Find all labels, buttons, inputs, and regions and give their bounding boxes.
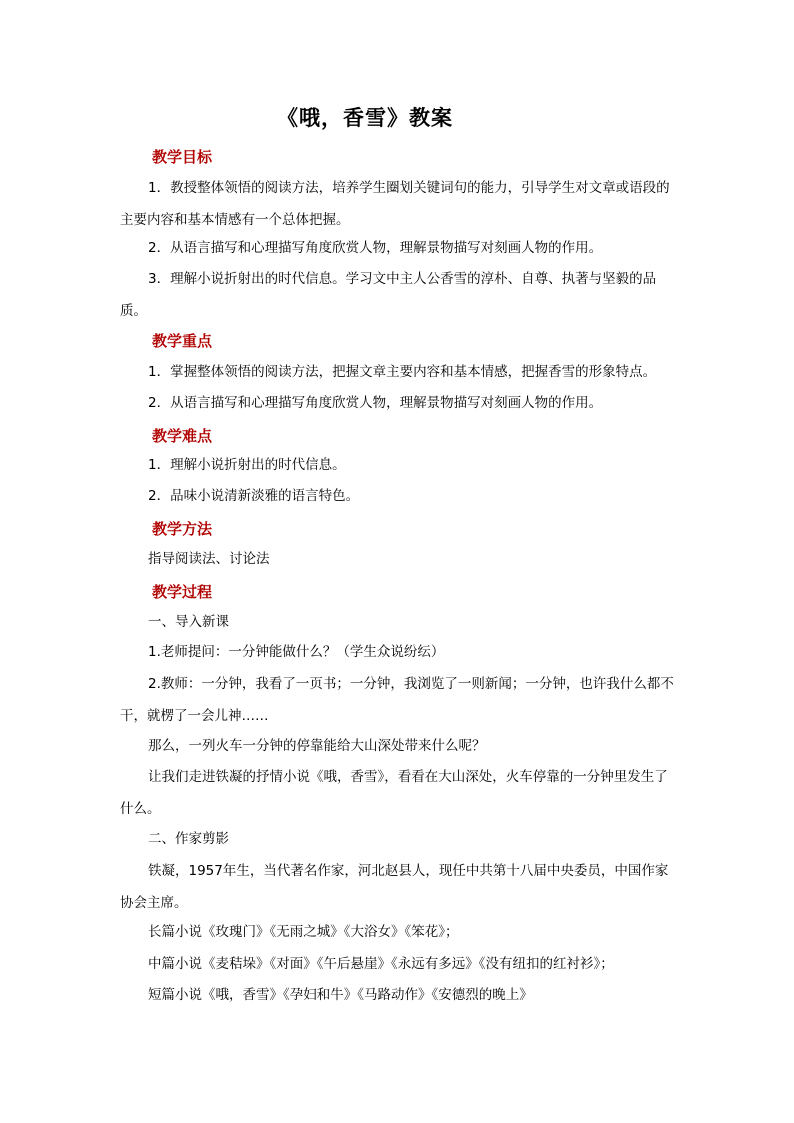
heading-goals: 教学目标: [152, 148, 213, 166]
heading-key-points: 教学重点: [152, 332, 213, 350]
process-part1-item-2: 2.教师：一分钟，我看了一页书；一分钟，我浏览了一则新闻；一分钟，也许我什么都不干，就楞了一会儿神……: [120, 676, 674, 724]
process-part2-item-3: 中篇小说《麦秸垛》《对面》《午后悬崖》《永远有多远》《没有纽扣的红衬衫》；: [148, 956, 614, 972]
goal-item-2: 2．从语言描写和心理描写角度欣赏人物，理解景物描写对刻画人物的作用。: [148, 240, 603, 256]
key-point-item-2: 2．从语言描写和心理描写角度欣赏人物，理解景物描写对刻画人物的作用。: [148, 395, 603, 411]
goal-item-3: 3．理解小说折射出的时代信息。学习文中主人公香雪的淳朴、自尊、执著与坚毅的品质。: [120, 271, 657, 319]
process-part2-item-4: 短篇小说《哦，香雪》《孕妇和牛》《马路动作》《安德烈的晚上》: [148, 987, 533, 1003]
process-part2-item-2: 长篇小说《玫瑰门》《无雨之城》《大浴女》《笨花》；: [148, 924, 459, 940]
heading-difficulties: 教学难点: [152, 427, 213, 445]
process-part1-item-1: 1.老师提问：一分钟能做什么？（学生众说纷纭）: [148, 644, 445, 660]
process-part2-item-1: 铁凝，1957年生，当代著名作家，河北赵县人，现任中共第十八届中央委员，中国作家协会主席。: [120, 863, 669, 911]
heading-process: 教学过程: [152, 583, 213, 601]
document-title: 《哦，香雪》教案: [277, 106, 453, 130]
method-item-1: 指导阅读法、讨论法: [148, 551, 270, 567]
heading-methods: 教学方法: [152, 520, 213, 538]
process-part2-title: 二、作家剪影: [148, 831, 229, 847]
process-part1-item-4: 让我们走进铁凝的抒情小说《哦，香雪》，看看在大山深处，火车停靠的一分钟里发生了什么。: [120, 769, 668, 817]
difficulty-item-1: 1．理解小说折射出的时代信息。: [148, 457, 346, 473]
process-part1-title: 一、导入新课: [148, 614, 229, 630]
difficulty-item-2: 2．品味小说清新淡雅的语言特色。: [148, 488, 360, 504]
key-point-item-1: 1．掌握整体领悟的阅读方法，把握文章主要内容和基本情感，把握香雪的形象特点。: [148, 364, 657, 380]
goal-item-1: 1．教授整体领悟的阅读方法，培养学生圈划关键词句的能力，引导学生对文章或语段的主要内容和基本情感有一个总体把握。: [120, 180, 670, 228]
process-part1-item-3: 那么，一列火车一分钟的停靠能给大山深处带来什么呢？: [148, 738, 486, 754]
